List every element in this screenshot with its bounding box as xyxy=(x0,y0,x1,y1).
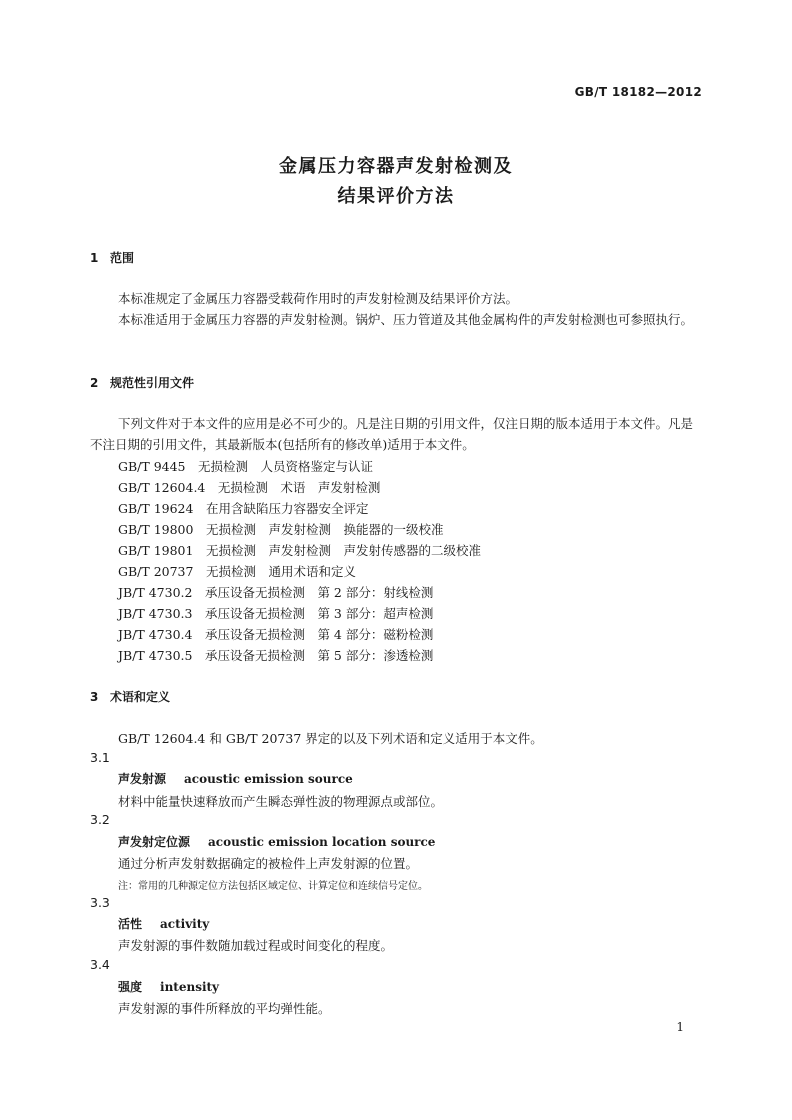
reference-item: GB/T 12604.4 无损检测 术语 声发射检测 xyxy=(118,480,381,495)
reference-item: GB/T 19624 在用含缺陷压力容器安全评定 xyxy=(118,501,369,516)
clause-number: 3.2 xyxy=(90,812,110,827)
term-definition: 通过分析声发射数据确定的被检件上声发射源的位置。 xyxy=(118,856,419,871)
scope-paragraph-2: 本标准适用于金属压力容器的声发射检测。锅炉、压力管道及其他金属构件的声发射检测也可参照执行。 xyxy=(118,312,694,327)
section-1-heading xyxy=(90,249,134,266)
term-en: intensity xyxy=(160,980,220,994)
page-number: 1 xyxy=(676,1020,684,1034)
reference-item: GB/T 9445 无损检测 人员资格鉴定与认证 xyxy=(118,459,374,474)
term-entry xyxy=(118,770,353,787)
reference-item: JB/T 4730.5 承压设备无损检测 第 5 部分：渗透检测 xyxy=(118,648,434,663)
section-title: 规范性引用文件 xyxy=(110,376,195,390)
term-zh: 强度 xyxy=(118,980,143,994)
term-definition: 声发射源的事件所释放的平均弹性能。 xyxy=(118,1001,331,1016)
clause-number: 3.1 xyxy=(90,750,110,765)
term-zh: 声发射定位源 xyxy=(118,835,191,849)
term-zh: 活性 xyxy=(118,917,143,931)
term-zh: 声发射源 xyxy=(118,772,167,786)
section-title: 术语和定义 xyxy=(110,690,171,704)
section-number: 1 xyxy=(90,251,99,265)
section-number: 2 xyxy=(90,376,99,390)
document-title-line1: 金属压力容器声发射检测及 xyxy=(279,156,513,177)
term-en: activity xyxy=(160,917,210,931)
term-entry xyxy=(118,915,209,932)
reference-item: GB/T 19801 无损检测 声发射检测 声发射传感器的二级校准 xyxy=(118,543,481,558)
standard-code: GB/T 18182—2012 xyxy=(574,85,702,99)
term-definition: 材料中能量快速释放而产生瞬态弹性波的物理源点或部位。 xyxy=(118,794,444,809)
scope-paragraph-1: 本标准规定了金属压力容器受载荷作用时的声发射检测及结果评价方法。 xyxy=(118,291,519,306)
reference-item: GB/T 19800 无损检测 声发射检测 换能器的一级校准 xyxy=(118,522,444,537)
term-en: acoustic emission source xyxy=(184,772,353,786)
term-en: acoustic emission location source xyxy=(208,835,436,849)
term-entry xyxy=(118,978,219,995)
clause-number: 3.3 xyxy=(90,895,110,910)
reference-item: GB/T 20737 无损检测 通用术语和定义 xyxy=(118,564,356,579)
term-entry xyxy=(118,833,435,850)
reference-item: JB/T 4730.3 承压设备无损检测 第 3 部分：超声检测 xyxy=(118,606,434,621)
clause-number: 3.4 xyxy=(90,957,110,972)
term-note: 注：常用的几种源定位方法包括区域定位、计算定位和连续信号定位。 xyxy=(118,881,428,892)
section-3-heading xyxy=(90,688,170,705)
terms-intro: GB/T 12604.4 和 GB/T 20737 界定的以及下列术语和定义适用于本文件。 xyxy=(118,731,543,746)
document-title-line2: 结果评价方法 xyxy=(337,186,455,207)
reference-item: JB/T 4730.4 承压设备无损检测 第 4 部分：磁粉检测 xyxy=(118,627,434,642)
normative-references-intro: 下列文件对于本文件的应用是必不可少的。凡是注日期的引用文件，仅注日期的版本适用于本文件。凡是不注日期的引用文件，其最新版本(包括所有的修改单)适用于本文件。 xyxy=(90,416,694,452)
section-number: 3 xyxy=(90,690,99,704)
section-title: 范围 xyxy=(110,251,135,265)
reference-item: JB/T 4730.2 承压设备无损检测 第 2 部分：射线检测 xyxy=(118,585,434,600)
section-2-heading xyxy=(90,374,194,391)
term-definition: 声发射源的事件数随加载过程或时间变化的程度。 xyxy=(118,938,394,953)
